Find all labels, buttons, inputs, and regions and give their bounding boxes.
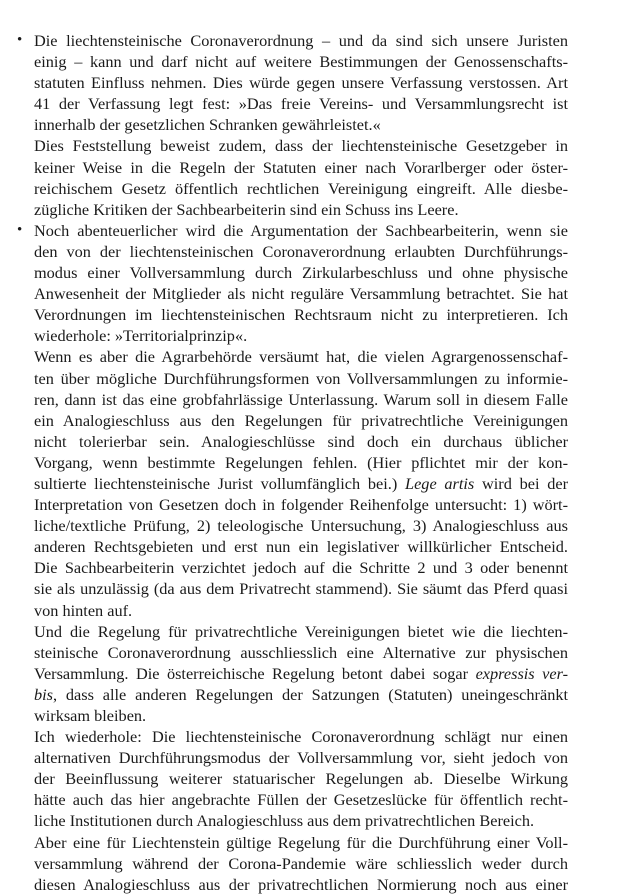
text-run: Versammlung. Die österreichische Regelung betont dabei sogar <box>34 663 476 683</box>
text-run: sultierte liechtensteinische Jurist vollumfänglich bei.) <box>34 473 406 493</box>
text-line <box>34 663 568 684</box>
text-line: ein Analogieschluss aus den Regelungen für privatrechtliche Vereinigungen <box>34 410 568 430</box>
text-line: nicht tolerierbar sein. Analogieschlüsse sind doch ein durchaus üblicher <box>34 431 568 451</box>
text-line: anderen Rechtsgebieten und erst nun ein legislativer willkürlicher Entscheid. <box>34 537 568 557</box>
text-line: wiederhole: »Territorialprinzip«. <box>34 326 248 346</box>
text-line: einig – kann und darf nicht auf weitere Bestimmungen der Genossenschafts- <box>34 52 568 72</box>
text-line: steinische Coronaverordnung ausschliesslich eine Alternative zur physischen <box>34 642 568 662</box>
text-line: keiner Weise in die Regeln der Statuten einer nach Vorarlberger oder öster- <box>34 157 568 177</box>
paragraph <box>34 346 568 620</box>
text-line <box>34 684 568 705</box>
text-line: ren, dann ist das eine grobfahrlässige Unterlassung. Warum soll in diesem Falle <box>34 389 568 409</box>
paragraph <box>34 726 568 831</box>
text-line: hätte auch das hier angebrachte Füllen der Gesetzeslücke für öffentlich recht- <box>34 790 568 810</box>
text-line: den von der liechtensteinischen Coronaverordnung erlaubten Durchführungs- <box>34 241 568 261</box>
italic-term: Lege artis <box>405 473 475 493</box>
document-page <box>0 30 622 895</box>
text-line: Ich wiederhole: Die liechtensteinische Coronaverordnung schlägt nur einen <box>34 727 568 747</box>
bullet-list <box>0 30 622 895</box>
paragraph <box>34 220 568 347</box>
text-line: 41 der Verfassung legt fest: »Das freie Vereins- und Versammlungsrecht ist <box>34 94 568 114</box>
bullet-icon: • <box>17 32 23 48</box>
paragraph <box>34 135 568 219</box>
text-line: Wenn es aber die Agrarbehörde versäumt hat, die vielen Agrargenossenschaf- <box>34 347 568 367</box>
text-line: Die liechtensteinische Coronaverordnung – und da sind sich unsere Juristen <box>34 31 568 50</box>
text-line: wirksam bleiben. <box>34 706 147 725</box>
paragraph <box>34 30 568 135</box>
text-line <box>34 473 568 494</box>
paragraph <box>34 621 568 726</box>
paragraph <box>34 832 568 895</box>
text-line: ten über mögliche Durchführungsformen von Vollversammlungen zu informie- <box>34 368 568 388</box>
text-line: modus einer Vollversammlung durch Zirkularbeschluss und ohne physische <box>34 263 568 283</box>
text-line: sie als unzulässig (da aus dem Privatrecht stammend). Sie säumt das Pferd quasi <box>34 579 568 599</box>
text-line: Dies Feststellung beweist zudem, dass der liechtensteinische Gesetzgeber in <box>34 136 568 156</box>
text-line: Interpretation von Gesetzen doch in folgender Reihenfolge untersucht: 1) wört- <box>34 495 568 515</box>
text-line: statuten Einfluss nehmen. Dies würde gegen unsere Verfassung verstossen. Art <box>34 73 568 93</box>
text-line: alternativen Durchführungsmodus der Vollversammlung vor, sieht jedoch von <box>34 748 568 768</box>
text-run: wird bei der <box>474 473 568 493</box>
text-line: Aber eine für Liechtenstein gültige Regelung für die Durchführung einer Voll- <box>34 832 568 852</box>
bullet-icon: • <box>17 221 23 238</box>
list-item <box>0 220 568 895</box>
text-line: reichischem Gesetz öffentlich rechtlichen Vereinigung eingreift. Alle diesbe- <box>34 178 568 198</box>
text-line: Vorgang, wenn bestimmte Regelungen fehlen. (Hier pflichtet mir der kon- <box>34 452 568 472</box>
text-line: von hinten auf. <box>34 600 133 620</box>
text-line: diesen Analogieschluss aus der privatrechtlichen Normierung noch aus einer <box>34 874 568 894</box>
text-line: Verordnungen im liechtensteinischen Rechtsraum nicht zu interpretieren. Ich <box>34 305 568 325</box>
text-line: der Beeinflussung weiterer statuarischer Regelungen ab. Dieselbe Wirkung <box>34 769 568 789</box>
text-line: Die Sachbearbeiterin verzichtet jedoch auf die Schritte 2 und 3 oder benennt <box>34 558 568 578</box>
text-line: versammlung während der Corona-Pandemie wäre schliesslich weder durch <box>34 853 568 873</box>
text-line: liche/textliche Prüfung, 2) teleologische Untersuchung, 3) Analogieschluss aus <box>34 516 568 536</box>
text-line: innerhalb der gesetzlichen Schranken gewährleistet.« <box>34 115 381 135</box>
text-line: zügliche Kritiken der Sachbearbeiterin sind ein Schuss ins Leere. <box>34 199 459 219</box>
text-line: Anwesenheit der Mitglieder als nicht reguläre Versammlung betrachtet. Sie hat <box>34 284 568 304</box>
text-line: liche Institutionen durch Analogieschluss aus dem privatrechtlichen Bereich. <box>34 811 535 831</box>
list-item <box>0 30 568 220</box>
text-line: Und die Regelung für privatrechtliche Vereinigungen bietet wie die liechten- <box>34 621 568 641</box>
text-run: , dass alle anderen Regelungen der Satzungen (Statuten) uneingeschränkt <box>53 684 568 704</box>
italic-term: bis <box>34 684 54 704</box>
italic-term: expressis ver- <box>475 663 568 683</box>
text-line: Noch abenteuerlicher wird die Argumentation der Sachbearbeiterin, wenn sie <box>34 220 568 240</box>
